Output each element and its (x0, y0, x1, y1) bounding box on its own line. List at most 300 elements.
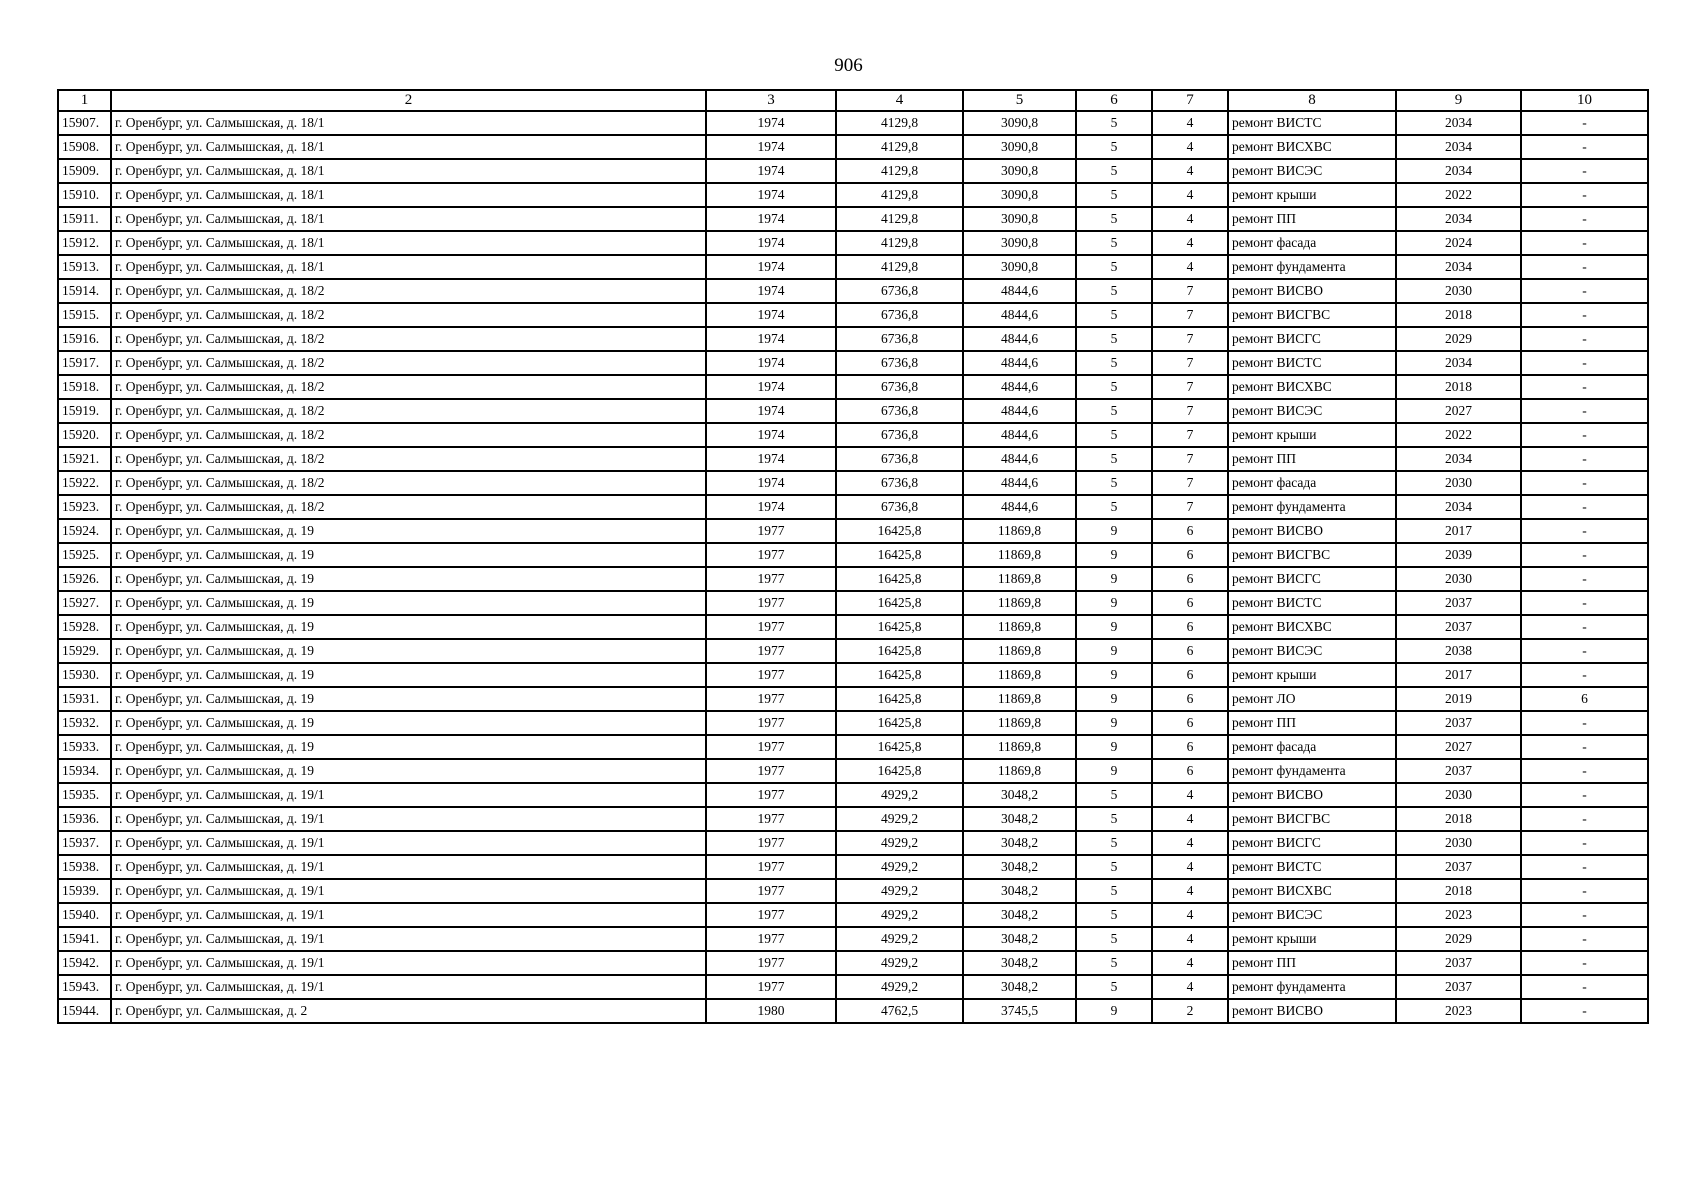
row-number-cell: 15912. (58, 231, 111, 255)
table-row (58, 231, 1648, 255)
entrances-cell: 7 (1152, 495, 1228, 519)
entrances-cell: 7 (1152, 471, 1228, 495)
total-area-cell: 4129,8 (836, 183, 963, 207)
work-type-cell: ремонт ВИСХВС (1228, 135, 1396, 159)
planned-year-cell: 2029 (1396, 327, 1521, 351)
table-row (58, 783, 1648, 807)
year-built-cell: 1977 (706, 639, 836, 663)
year-built-cell: 1974 (706, 207, 836, 231)
planned-year-cell: 2030 (1396, 471, 1521, 495)
living-area-cell: 3048,2 (963, 807, 1076, 831)
planned-year-cell: 2018 (1396, 879, 1521, 903)
address-cell: г. Оренбург, ул. Салмышская, д. 18/2 (111, 327, 706, 351)
entrances-cell: 4 (1152, 975, 1228, 999)
row-number-cell: 15929. (58, 639, 111, 663)
living-area-cell: 3048,2 (963, 879, 1076, 903)
planned-year-cell: 2029 (1396, 927, 1521, 951)
floors-cell: 5 (1076, 399, 1152, 423)
entrances-cell: 4 (1152, 135, 1228, 159)
floors-cell: 5 (1076, 375, 1152, 399)
floors-cell: 5 (1076, 231, 1152, 255)
column-10-cell: - (1521, 711, 1648, 735)
planned-year-cell: 2017 (1396, 519, 1521, 543)
column-10-cell: - (1521, 615, 1648, 639)
floors-cell: 9 (1076, 639, 1152, 663)
planned-year-cell: 2018 (1396, 807, 1521, 831)
planned-year-cell: 2018 (1396, 375, 1521, 399)
table-row (58, 975, 1648, 999)
row-number-cell: 15915. (58, 303, 111, 327)
living-area-cell: 3090,8 (963, 111, 1076, 135)
work-type-cell: ремонт ВИСГС (1228, 327, 1396, 351)
row-number-cell: 15931. (58, 687, 111, 711)
work-type-cell: ремонт ВИСВО (1228, 999, 1396, 1023)
living-area-cell: 4844,6 (963, 447, 1076, 471)
work-type-cell: ремонт ВИСЭС (1228, 639, 1396, 663)
row-number-cell: 15935. (58, 783, 111, 807)
entrances-cell: 7 (1152, 327, 1228, 351)
table-row (58, 831, 1648, 855)
column-10-cell: - (1521, 879, 1648, 903)
column-10-cell: 6 (1521, 687, 1648, 711)
entrances-cell: 4 (1152, 951, 1228, 975)
floors-cell: 9 (1076, 711, 1152, 735)
planned-year-cell: 2034 (1396, 135, 1521, 159)
entrances-cell: 4 (1152, 783, 1228, 807)
work-type-cell: ремонт ВИСВО (1228, 519, 1396, 543)
address-cell: г. Оренбург, ул. Салмышская, д. 19/1 (111, 831, 706, 855)
work-type-cell: ремонт ПП (1228, 711, 1396, 735)
year-built-cell: 1977 (706, 519, 836, 543)
floors-cell: 5 (1076, 327, 1152, 351)
address-cell: г. Оренбург, ул. Салмышская, д. 19/1 (111, 927, 706, 951)
living-area-cell: 11869,8 (963, 687, 1076, 711)
row-number-cell: 15940. (58, 903, 111, 927)
planned-year-cell: 2027 (1396, 735, 1521, 759)
year-built-cell: 1977 (706, 903, 836, 927)
page-number: 906 (834, 55, 863, 76)
entrances-cell: 6 (1152, 519, 1228, 543)
column-10-cell: - (1521, 759, 1648, 783)
row-number-cell: 15942. (58, 951, 111, 975)
entrances-cell: 6 (1152, 687, 1228, 711)
year-built-cell: 1974 (706, 423, 836, 447)
column-10-cell: - (1521, 783, 1648, 807)
address-cell: г. Оренбург, ул. Салмышская, д. 18/1 (111, 255, 706, 279)
planned-year-cell: 2037 (1396, 711, 1521, 735)
table-header-row (58, 90, 1648, 111)
work-type-cell: ремонт ПП (1228, 951, 1396, 975)
row-number-cell: 15934. (58, 759, 111, 783)
table-row (58, 543, 1648, 567)
row-number-cell: 15908. (58, 135, 111, 159)
column-10-cell: - (1521, 663, 1648, 687)
column-header-6: 6 (1076, 90, 1152, 111)
table-row (58, 183, 1648, 207)
total-area-cell: 16425,8 (836, 591, 963, 615)
year-built-cell: 1974 (706, 471, 836, 495)
floors-cell: 5 (1076, 255, 1152, 279)
year-built-cell: 1977 (706, 831, 836, 855)
year-built-cell: 1977 (706, 591, 836, 615)
year-built-cell: 1977 (706, 711, 836, 735)
planned-year-cell: 2038 (1396, 639, 1521, 663)
planned-year-cell: 2018 (1396, 303, 1521, 327)
entrances-cell: 6 (1152, 663, 1228, 687)
column-header-10: 10 (1521, 90, 1648, 111)
living-area-cell: 4844,6 (963, 351, 1076, 375)
address-cell: г. Оренбург, ул. Салмышская, д. 18/2 (111, 351, 706, 375)
work-type-cell: ремонт ПП (1228, 207, 1396, 231)
living-area-cell: 3090,8 (963, 207, 1076, 231)
column-header-7: 7 (1152, 90, 1228, 111)
row-number-cell: 15941. (58, 927, 111, 951)
living-area-cell: 4844,6 (963, 423, 1076, 447)
floors-cell: 9 (1076, 687, 1152, 711)
address-cell: г. Оренбург, ул. Салмышская, д. 19 (111, 639, 706, 663)
floors-cell: 5 (1076, 855, 1152, 879)
entrances-cell: 6 (1152, 567, 1228, 591)
column-10-cell: - (1521, 471, 1648, 495)
year-built-cell: 1974 (706, 279, 836, 303)
address-cell: г. Оренбург, ул. Салмышская, д. 18/1 (111, 135, 706, 159)
total-area-cell: 4929,2 (836, 831, 963, 855)
total-area-cell: 4129,8 (836, 255, 963, 279)
floors-cell: 5 (1076, 903, 1152, 927)
total-area-cell: 16425,8 (836, 615, 963, 639)
planned-year-cell: 2023 (1396, 903, 1521, 927)
floors-cell: 5 (1076, 351, 1152, 375)
row-number-cell: 15925. (58, 543, 111, 567)
column-10-cell: - (1521, 735, 1648, 759)
column-10-cell: - (1521, 351, 1648, 375)
address-cell: г. Оренбург, ул. Салмышская, д. 18/2 (111, 495, 706, 519)
work-type-cell: ремонт ВИСТС (1228, 111, 1396, 135)
table-row (58, 159, 1648, 183)
column-10-cell: - (1521, 135, 1648, 159)
address-cell: г. Оренбург, ул. Салмышская, д. 18/1 (111, 159, 706, 183)
address-cell: г. Оренбург, ул. Салмышская, д. 19 (111, 759, 706, 783)
year-built-cell: 1974 (706, 447, 836, 471)
address-cell: г. Оренбург, ул. Салмышская, д. 18/1 (111, 183, 706, 207)
planned-year-cell: 2034 (1396, 447, 1521, 471)
floors-cell: 5 (1076, 927, 1152, 951)
column-10-cell: - (1521, 855, 1648, 879)
address-cell: г. Оренбург, ул. Салмышская, д. 19 (111, 591, 706, 615)
address-cell: г. Оренбург, ул. Салмышская, д. 18/2 (111, 423, 706, 447)
table-row (58, 423, 1648, 447)
entrances-cell: 4 (1152, 903, 1228, 927)
total-area-cell: 4929,2 (836, 951, 963, 975)
total-area-cell: 6736,8 (836, 495, 963, 519)
entrances-cell: 7 (1152, 303, 1228, 327)
floors-cell: 5 (1076, 975, 1152, 999)
entrances-cell: 4 (1152, 255, 1228, 279)
year-built-cell: 1977 (706, 663, 836, 687)
planned-year-cell: 2022 (1396, 423, 1521, 447)
address-cell: г. Оренбург, ул. Салмышская, д. 19 (111, 711, 706, 735)
work-type-cell: ремонт ВИСЭС (1228, 159, 1396, 183)
table-row (58, 399, 1648, 423)
year-built-cell: 1974 (706, 327, 836, 351)
total-area-cell: 16425,8 (836, 687, 963, 711)
total-area-cell: 4929,2 (836, 879, 963, 903)
column-10-cell: - (1521, 159, 1648, 183)
address-cell: г. Оренбург, ул. Салмышская, д. 19 (111, 687, 706, 711)
year-built-cell: 1977 (706, 687, 836, 711)
work-type-cell: ремонт фундамента (1228, 759, 1396, 783)
row-number-cell: 15944. (58, 999, 111, 1023)
address-cell: г. Оренбург, ул. Салмышская, д. 18/2 (111, 279, 706, 303)
column-10-cell: - (1521, 111, 1648, 135)
entrances-cell: 6 (1152, 735, 1228, 759)
floors-cell: 9 (1076, 519, 1152, 543)
living-area-cell: 3048,2 (963, 975, 1076, 999)
floors-cell: 5 (1076, 207, 1152, 231)
entrances-cell: 6 (1152, 543, 1228, 567)
entrances-cell: 7 (1152, 279, 1228, 303)
living-area-cell: 3048,2 (963, 951, 1076, 975)
row-number-cell: 15943. (58, 975, 111, 999)
row-number-cell: 15921. (58, 447, 111, 471)
floors-cell: 5 (1076, 831, 1152, 855)
entrances-cell: 4 (1152, 831, 1228, 855)
row-number-cell: 15936. (58, 807, 111, 831)
floors-cell: 5 (1076, 303, 1152, 327)
table-row (58, 927, 1648, 951)
column-10-cell: - (1521, 951, 1648, 975)
work-type-cell: ремонт фасада (1228, 231, 1396, 255)
work-type-cell: ремонт ВИСВО (1228, 279, 1396, 303)
year-built-cell: 1977 (706, 783, 836, 807)
table-row (58, 855, 1648, 879)
row-number-cell: 15913. (58, 255, 111, 279)
column-10-cell: - (1521, 975, 1648, 999)
living-area-cell: 4844,6 (963, 495, 1076, 519)
year-built-cell: 1977 (706, 855, 836, 879)
column-10-cell: - (1521, 375, 1648, 399)
row-number-cell: 15907. (58, 111, 111, 135)
row-number-cell: 15928. (58, 615, 111, 639)
living-area-cell: 3090,8 (963, 135, 1076, 159)
living-area-cell: 3090,8 (963, 231, 1076, 255)
column-10-cell: - (1521, 255, 1648, 279)
total-area-cell: 4129,8 (836, 207, 963, 231)
planned-year-cell: 2034 (1396, 255, 1521, 279)
floors-cell: 9 (1076, 663, 1152, 687)
column-10-cell: - (1521, 423, 1648, 447)
year-built-cell: 1974 (706, 399, 836, 423)
table-row (58, 951, 1648, 975)
column-10-cell: - (1521, 207, 1648, 231)
planned-year-cell: 2037 (1396, 615, 1521, 639)
total-area-cell: 6736,8 (836, 279, 963, 303)
row-number-cell: 15910. (58, 183, 111, 207)
work-type-cell: ремонт ВИСТС (1228, 855, 1396, 879)
work-type-cell: ремонт фасада (1228, 471, 1396, 495)
row-number-cell: 15926. (58, 567, 111, 591)
total-area-cell: 16425,8 (836, 735, 963, 759)
living-area-cell: 3048,2 (963, 903, 1076, 927)
address-cell: г. Оренбург, ул. Салмышская, д. 19 (111, 735, 706, 759)
column-header-8: 8 (1228, 90, 1396, 111)
total-area-cell: 16425,8 (836, 519, 963, 543)
total-area-cell: 6736,8 (836, 351, 963, 375)
address-cell: г. Оренбург, ул. Салмышская, д. 19/1 (111, 903, 706, 927)
planned-year-cell: 2037 (1396, 975, 1521, 999)
planned-year-cell: 2022 (1396, 183, 1521, 207)
address-cell: г. Оренбург, ул. Салмышская, д. 19/1 (111, 951, 706, 975)
year-built-cell: 1977 (706, 951, 836, 975)
planned-year-cell: 2019 (1396, 687, 1521, 711)
entrances-cell: 4 (1152, 183, 1228, 207)
row-number-cell: 15924. (58, 519, 111, 543)
column-10-cell: - (1521, 399, 1648, 423)
work-type-cell: ремонт крыши (1228, 927, 1396, 951)
entrances-cell: 6 (1152, 759, 1228, 783)
table-row (58, 495, 1648, 519)
table-row (58, 327, 1648, 351)
total-area-cell: 16425,8 (836, 663, 963, 687)
row-number-cell: 15916. (58, 327, 111, 351)
table-row (58, 303, 1648, 327)
year-built-cell: 1974 (706, 159, 836, 183)
living-area-cell: 11869,8 (963, 639, 1076, 663)
entrances-cell: 7 (1152, 375, 1228, 399)
column-10-cell: - (1521, 303, 1648, 327)
year-built-cell: 1977 (706, 759, 836, 783)
work-type-cell: ремонт ВИСЭС (1228, 399, 1396, 423)
living-area-cell: 3048,2 (963, 831, 1076, 855)
table-row (58, 639, 1648, 663)
total-area-cell: 4929,2 (836, 855, 963, 879)
row-number-cell: 15938. (58, 855, 111, 879)
address-cell: г. Оренбург, ул. Салмышская, д. 19 (111, 519, 706, 543)
row-number-cell: 15918. (58, 375, 111, 399)
work-type-cell: ремонт крыши (1228, 663, 1396, 687)
address-cell: г. Оренбург, ул. Салмышская, д. 19 (111, 615, 706, 639)
row-number-cell: 15909. (58, 159, 111, 183)
living-area-cell: 3090,8 (963, 159, 1076, 183)
work-type-cell: ремонт ВИСХВС (1228, 879, 1396, 903)
living-area-cell: 3048,2 (963, 855, 1076, 879)
work-type-cell: ремонт ВИСГС (1228, 831, 1396, 855)
address-cell: г. Оренбург, ул. Салмышская, д. 18/2 (111, 375, 706, 399)
living-area-cell: 4844,6 (963, 399, 1076, 423)
year-built-cell: 1977 (706, 615, 836, 639)
table-row (58, 351, 1648, 375)
total-area-cell: 4129,8 (836, 231, 963, 255)
floors-cell: 5 (1076, 159, 1152, 183)
year-built-cell: 1974 (706, 375, 836, 399)
address-cell: г. Оренбург, ул. Салмышская, д. 19/1 (111, 879, 706, 903)
row-number-cell: 15922. (58, 471, 111, 495)
column-10-cell: - (1521, 447, 1648, 471)
work-type-cell: ремонт ВИСХВС (1228, 615, 1396, 639)
year-built-cell: 1974 (706, 495, 836, 519)
floors-cell: 5 (1076, 495, 1152, 519)
year-built-cell: 1974 (706, 111, 836, 135)
floors-cell: 5 (1076, 135, 1152, 159)
column-10-cell: - (1521, 231, 1648, 255)
address-cell: г. Оренбург, ул. Салмышская, д. 18/2 (111, 399, 706, 423)
address-cell: г. Оренбург, ул. Салмышская, д. 2 (111, 999, 706, 1023)
total-area-cell: 4929,2 (836, 903, 963, 927)
column-10-cell: - (1521, 327, 1648, 351)
column-10-cell: - (1521, 519, 1648, 543)
column-header-1: 1 (58, 90, 111, 111)
floors-cell: 5 (1076, 951, 1152, 975)
year-built-cell: 1974 (706, 135, 836, 159)
address-cell: г. Оренбург, ул. Салмышская, д. 18/2 (111, 303, 706, 327)
row-number-cell: 15920. (58, 423, 111, 447)
floors-cell: 5 (1076, 183, 1152, 207)
total-area-cell: 4929,2 (836, 807, 963, 831)
planned-year-cell: 2037 (1396, 855, 1521, 879)
address-cell: г. Оренбург, ул. Салмышская, д. 19/1 (111, 855, 706, 879)
address-cell: г. Оренбург, ул. Салмышская, д. 18/2 (111, 471, 706, 495)
planned-year-cell: 2030 (1396, 567, 1521, 591)
entrances-cell: 4 (1152, 855, 1228, 879)
floors-cell: 9 (1076, 759, 1152, 783)
work-type-cell: ремонт крыши (1228, 423, 1396, 447)
living-area-cell: 4844,6 (963, 279, 1076, 303)
column-10-cell: - (1521, 639, 1648, 663)
living-area-cell: 11869,8 (963, 615, 1076, 639)
year-built-cell: 1977 (706, 735, 836, 759)
planned-year-cell: 2017 (1396, 663, 1521, 687)
planned-year-cell: 2024 (1396, 231, 1521, 255)
entrances-cell: 7 (1152, 399, 1228, 423)
planned-year-cell: 2027 (1396, 399, 1521, 423)
column-10-cell: - (1521, 903, 1648, 927)
floors-cell: 9 (1076, 543, 1152, 567)
floors-cell: 9 (1076, 615, 1152, 639)
entrances-cell: 6 (1152, 615, 1228, 639)
planned-year-cell: 2030 (1396, 279, 1521, 303)
year-built-cell: 1977 (706, 567, 836, 591)
planned-year-cell: 2039 (1396, 543, 1521, 567)
work-type-cell: ремонт ВИСГВС (1228, 303, 1396, 327)
table-row (58, 447, 1648, 471)
living-area-cell: 11869,8 (963, 591, 1076, 615)
address-cell: г. Оренбург, ул. Салмышская, д. 19 (111, 543, 706, 567)
living-area-cell: 4844,6 (963, 327, 1076, 351)
work-type-cell: ремонт ВИСГВС (1228, 807, 1396, 831)
floors-cell: 5 (1076, 111, 1152, 135)
table-row (58, 759, 1648, 783)
table-row (58, 135, 1648, 159)
living-area-cell: 4844,6 (963, 471, 1076, 495)
address-cell: г. Оренбург, ул. Салмышская, д. 19 (111, 663, 706, 687)
address-cell: г. Оренбург, ул. Салмышская, д. 18/1 (111, 111, 706, 135)
floors-cell: 9 (1076, 999, 1152, 1023)
row-number-cell: 15939. (58, 879, 111, 903)
total-area-cell: 6736,8 (836, 447, 963, 471)
entrances-cell: 7 (1152, 447, 1228, 471)
entrances-cell: 4 (1152, 207, 1228, 231)
planned-year-cell: 2037 (1396, 759, 1521, 783)
year-built-cell: 1974 (706, 351, 836, 375)
floors-cell: 9 (1076, 591, 1152, 615)
total-area-cell: 4929,2 (836, 975, 963, 999)
total-area-cell: 4129,8 (836, 159, 963, 183)
living-area-cell: 3090,8 (963, 255, 1076, 279)
address-cell: г. Оренбург, ул. Салмышская, д. 18/2 (111, 447, 706, 471)
table-row (58, 255, 1648, 279)
year-built-cell: 1980 (706, 999, 836, 1023)
row-number-cell: 15937. (58, 831, 111, 855)
